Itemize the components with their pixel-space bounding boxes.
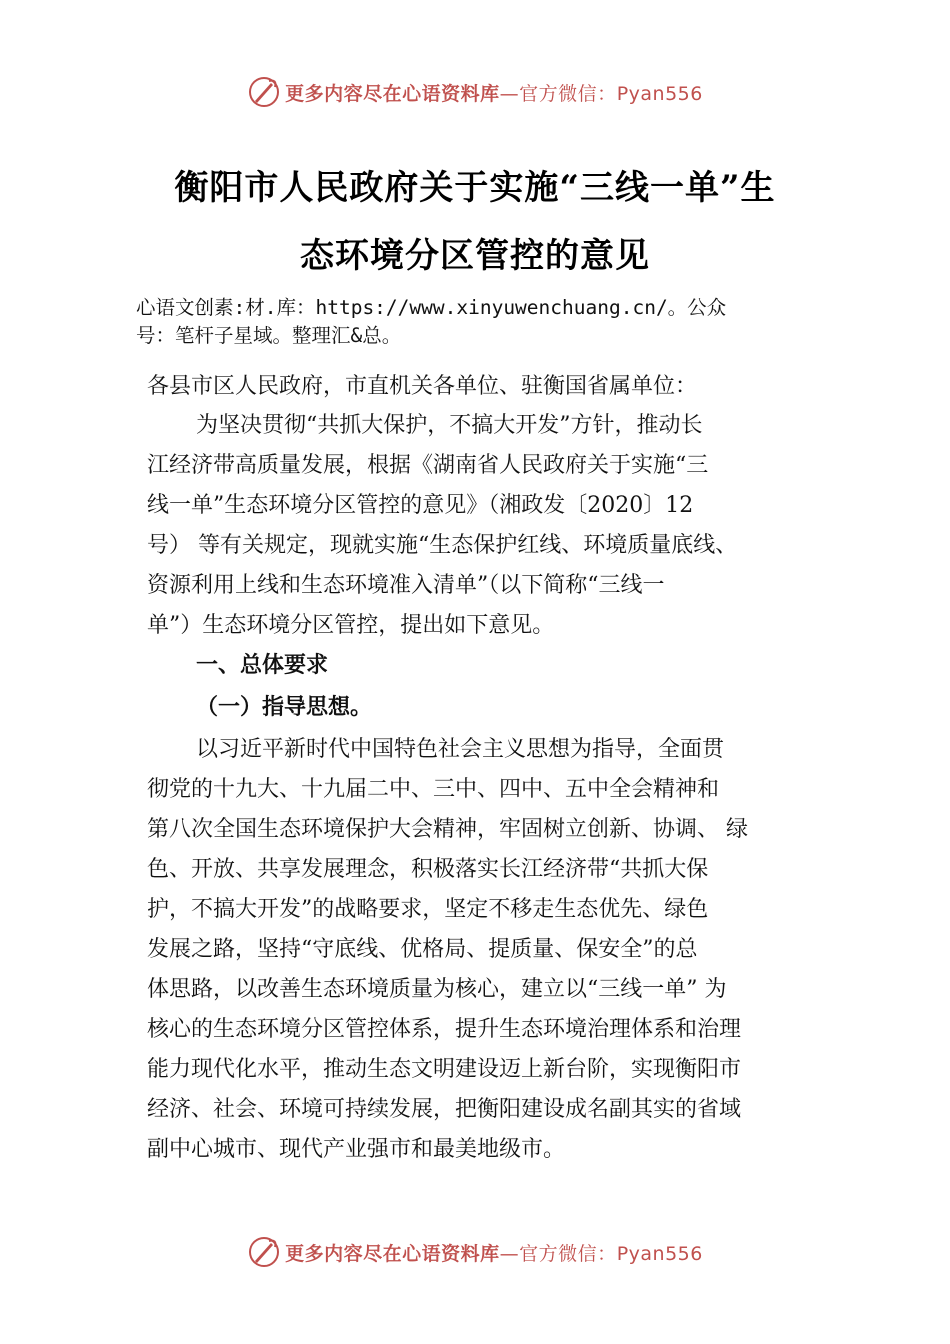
source-note-line-2: 号：笔杆子星域。整理汇&总。 (136, 324, 402, 347)
addressee-line: 各县市区人民政府，市直机关各单位、驻衡国省属单位： (147, 374, 698, 399)
source-note-line-1: 心语文创素:材.库：https://www.xinyuwenchuang.cn/。公众 (136, 296, 727, 319)
body-line: 护，不搞大开发”的战略要求，坚定不移走生态优先、绿色 (147, 897, 709, 922)
banner-text-wechat-id: Pyan556 (616, 82, 703, 105)
quill-pen-logo-icon (247, 1235, 281, 1269)
body-line: 副中心城市、现代产业强市和最美地级市。 (147, 1137, 566, 1162)
banner-text-wechat-label: —官方微信： (499, 82, 617, 105)
banner-text (285, 79, 703, 106)
body-line: 号） 等有关规定，现就实施“生态保护红线、环境质量底线、 (147, 533, 738, 558)
body-line: 资源利用上线和生态环境准入清单”（以下简称“三线一 (147, 573, 665, 598)
body-line: 发展之路，坚持“守底线、优格局、提质量、保安全”的总 (147, 937, 698, 962)
body-line: 单”）生态环境分区管控，提出如下意见。 (147, 613, 555, 638)
body-line: 经济、社会、环境可持续发展，把衡阳建设成名副其实的省域 (147, 1097, 742, 1122)
body-line: 为坚决贯彻“共抓大保护，不搞大开发”方针，推动长 (196, 413, 703, 438)
banner-text-main: 更多内容尽在心语资料库 (285, 1242, 500, 1265)
body-line: 能力现代化水平，推动生态文明建设迈上新台阶，实现衡阳市 (147, 1057, 742, 1082)
document-title-line-2: 态环境分区管控的意见 (300, 236, 650, 276)
body-line: 体思路，以改善生态环境质量为核心，建立以“三线一单” 为 (147, 977, 727, 1002)
body-line: 核心的生态环境分区管控体系，提升生态环境治理体系和治理 (147, 1017, 742, 1042)
body-line: 第八次全国生态环境保护大会精神，牢固树立创新、协调、 绿 (147, 817, 748, 842)
body-line: 彻党的十九大、十九届二中、三中、四中、五中全会精神和 (147, 777, 720, 802)
banner-text (285, 1239, 703, 1266)
document-title-line-1: 衡阳市人民政府关于实施“三线一单”生 (174, 168, 776, 208)
source-note (136, 294, 836, 350)
quill-pen-logo-icon (247, 75, 281, 109)
banner-text-main: 更多内容尽在心语资料库 (285, 82, 500, 105)
body-line: 以习近平新时代中国特色社会主义思想为指导，全面贯 (196, 737, 725, 762)
banner-text-wechat-id: Pyan556 (616, 1242, 703, 1265)
subsection-heading-1: （一）指导思想。 (196, 695, 373, 720)
section-heading-1: 一、总体要求 (196, 653, 329, 678)
header-banner (0, 72, 950, 112)
banner-text-wechat-label: —官方微信： (499, 1242, 617, 1265)
body-line: 色、开放、共享发展理念，积极落实长江经济带“共抓大保 (147, 857, 709, 882)
footer-banner (0, 1232, 950, 1272)
body-line: 江经济带高质量发展，根据《湖南省人民政府关于实施“三 (147, 453, 709, 478)
body-line: 线一单”生态环境分区管控的意见》（湘政发〔2020〕12 (147, 493, 694, 518)
